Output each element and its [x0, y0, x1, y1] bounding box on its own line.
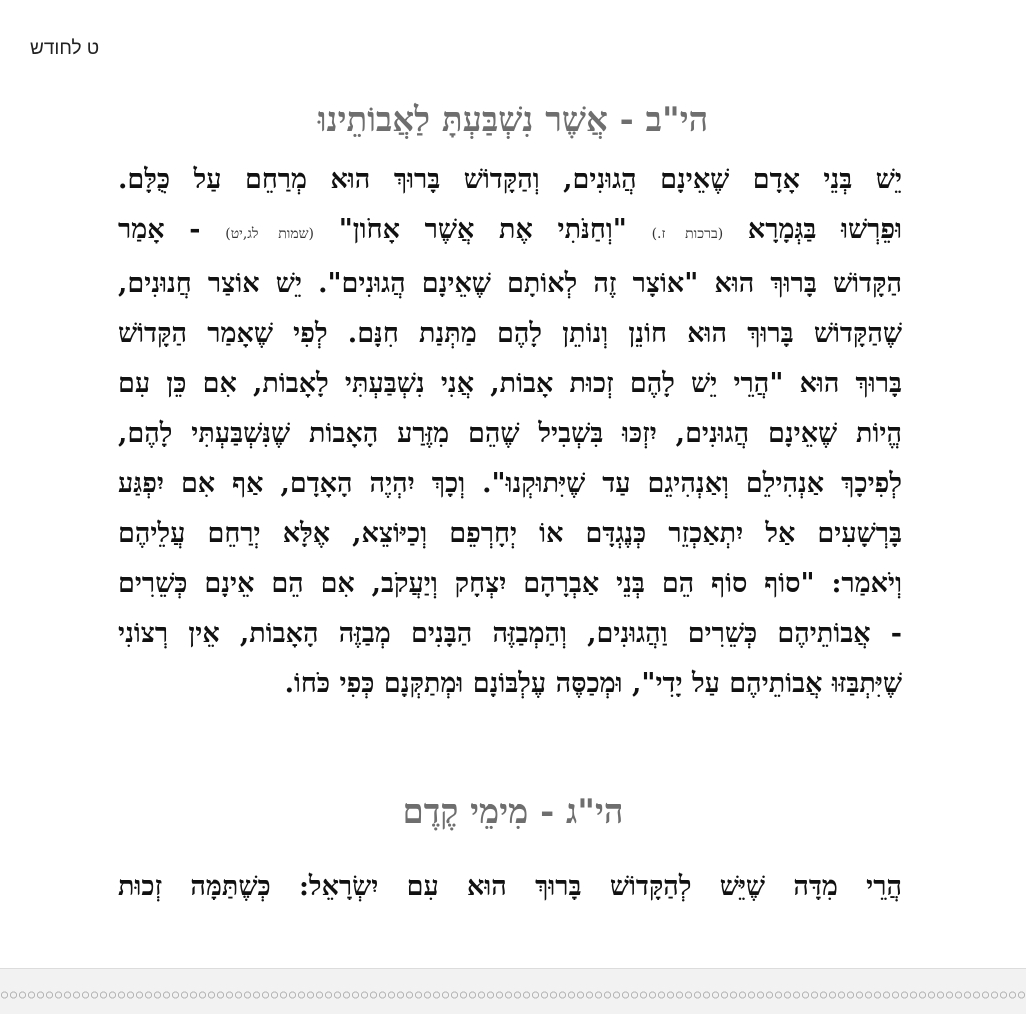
- text-line: שֶׁיִּתְבַּזּוּ אֲבוֹתֵיהֶם עַל יָדִי", וּמְכַסֶּה עֶלְבּוֹנָם וּמְתַקְּנָם כְּפִי כֹּחוֹ.: [284, 668, 902, 699]
- text-line: הֲרֵי מִדָּה שֶׁיֵּשׁ לְהַקָּדוֹשׁ בָּרוּךְ הוּא עִם יִשְׂרָאֵל: כְּשֶׁתַּמָּה זְכוּת: [118, 871, 902, 902]
- text-line: שֶׁהַקָּדוֹשׁ בָּרוּךְ הוּא חוֹנֵן וְנוֹתֵן לָהֶם מַתְּנַת חִנָּם. לְפִי שֶׁאָמַר הַקָּדוֹשׁ: [118, 318, 902, 349]
- text-line-with-sources: [118, 205, 902, 259]
- section-13-body: [118, 862, 902, 912]
- quoted-verse: "וְחַנֹּתִי אֶת אֲשֶׁר אָחֹון": [338, 214, 627, 245]
- running-header: ט לחודש: [30, 38, 100, 59]
- text-line: בָּרוּךְ הוּא "הֲרֵי יֵשׁ לָהֶם זְכוּת אָבוֹת, אֲנִי נִשְׁבַּעְתִּי לָאָבוֹת, אִם כֵּן עִם: [118, 368, 902, 399]
- text-line: בָּרְשָׁעִים אַל יִתְאַכְזֵר כְּנֶגְדָּם אוֹ יְחָרְפֵם וְכַיּוֹצֵא, אֶלָּא יְרַחֵם עֲלֵיהֶם: [118, 518, 902, 549]
- page-footer-bar: [0, 968, 1026, 1014]
- section-title-12: הי"ב - אֲשֶׁר נִשְׁבַּעְתָּ לַאֲבוֹתֵינוּ: [317, 100, 709, 140]
- source-citation: (ברכות ז.): [651, 226, 724, 242]
- section-12-body: [118, 155, 902, 709]
- text-line: הֱיוֹת שֶׁאֵינָם הֲגוּנִים, יִזְכּוּ בִּשְׁבִיל שֶׁהֵם מִזֶּרַע הָאָבוֹת שֶׁנִּשְׁבַּעְתִּי לָהֶם,: [118, 418, 902, 449]
- text-line: וְיֹאמַר: "סוֹף סוֹף הֵם בְּנֵי אַבְרָהָם יִצְחָק וְיַעֲקֹב, אִם הֵם אֵינָם כְּשֵׁרִים: [118, 568, 902, 599]
- source-citation: (שמות לג,יט): [225, 226, 315, 242]
- text-line: יֵשׁ בְּנֵי אָדָם שֶׁאֵינָם הֲגוּנִים, וְהַקָּדוֹשׁ בָּרוּךְ הוּא מְרַחֵם עַל כֻּלָּם.: [118, 164, 902, 195]
- text-segment: וּפֵרְשׁוּ בַּגְּמָרָא: [747, 214, 902, 245]
- text-segment: - אָמַר: [118, 214, 201, 245]
- text-line: - אֲבוֹתֵיהֶם כְּשֵׁרִים וַהֲגוּנִים, וְהַמְבַזֶּה הַבָּנִים מְבַזֶּה הָאָבוֹת, אֵין רְצוֹנִי: [118, 618, 902, 649]
- section-title-13: הי"ג - מִימֵי קֶדֶם: [402, 792, 624, 832]
- text-line: הַקָּדוֹשׁ בָּרוּךְ הוּא "אוֹצָר זֶה לְאוֹתָם שֶׁאֵינָם הֲגוּנִים". יֵשׁ אוֹצַר חֲנוּנִים,: [118, 268, 902, 299]
- text-line: לְפִיכָךְ אַנְהִילֵם וְאַנְהִיגֵם עַד שֶׁיִּתוּקְנוּ". וְכָךְ יִהְיֶה הָאָדָם, אַף אִם יִפְגַּע: [118, 468, 902, 499]
- decorative-dot-border: [0, 989, 1026, 1001]
